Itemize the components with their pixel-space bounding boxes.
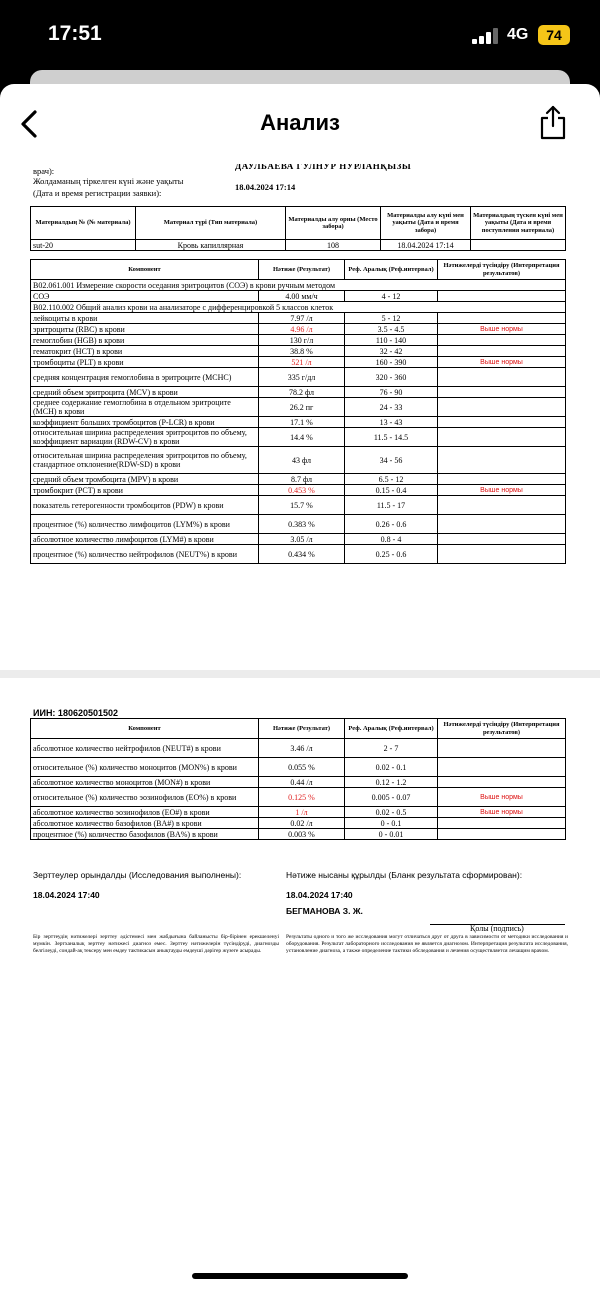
results-header: Реф. Аралық (Реф.интервал) [345,719,438,739]
material-cell [471,240,566,251]
page-title: Анализ [260,110,340,135]
table-row [31,474,566,485]
request-date: 18.04.2024 17:14 [235,182,296,192]
component-cell: средняя концентрация гемоглобина в эритроците (MCHC) [31,368,259,387]
table-row [31,280,566,291]
section-row-label: В02.061.001 Измерение скорости оседания эритроцитов (СОЭ) в крови ручным методом [31,280,566,291]
reference-cell: 0.02 - 0.5 [345,807,438,818]
result-cell: 0.003 % [259,829,345,840]
component-cell: относительное (%) количество эозинофилов (EO%) в крови [31,788,259,807]
interpretation-cell [438,739,566,758]
signature-label: Қолы (подпись) [470,924,524,933]
result-cell: 78.2 фл [259,387,345,398]
interpretation-cell [438,758,566,777]
disclaimer-ru: Результаты одного и того же исследования могут отличаться друг от друга в зависимости от методики исследования и оборудования. Результат лабораторного исследования не является диагнозом. Интерпретация результата исследования, установление диагноза, а также определение тактики обследования и лечения осуществляется лечащим врачом. [286,934,568,954]
document-page-1 [30,164,575,666]
table-row [31,447,566,474]
result-cell: 15.7 % [259,496,345,515]
interpretation-cell [438,313,566,324]
interpretation-cell [438,398,566,417]
status-bar [0,0,600,70]
component-cell: среднее содержание гемоглобина в отдельном эритроците (MCH) в крови [31,398,259,417]
table-row [31,428,566,447]
interpretation-cell [438,335,566,346]
table-row [31,313,566,324]
reference-cell: 0 - 0.01 [345,829,438,840]
table-row [31,545,566,564]
formed-date: 18.04.2024 17:40 [286,890,353,900]
results-header: Нәтижелерді түсіндіру (Интерпретация результатов) [438,719,566,739]
reference-cell: 0.8 - 4 [345,534,438,545]
material-cell: 108 [286,240,381,251]
result-cell: 0.02 /л [259,818,345,829]
result-cell: 0.434 % [259,545,345,564]
share-button[interactable] [538,104,568,140]
results-header-row [31,260,566,280]
results-header-row [31,719,566,739]
result-cell: 4.96 /л [259,324,345,335]
interpretation-cell [438,291,566,302]
component-cell: процентное (%) количество базофилов (BA%) в крови [31,829,259,840]
result-cell: 14.4 % [259,428,345,447]
reference-cell: 13 - 43 [345,417,438,428]
reference-cell: 3.5 - 4.5 [345,324,438,335]
results-header: Компонент [31,719,259,739]
material-row [31,240,566,251]
reference-cell: 6.5 - 12 [345,474,438,485]
result-cell: 17.1 % [259,417,345,428]
reference-cell: 110 - 140 [345,335,438,346]
material-table [30,206,566,251]
result-cell: 43 фл [259,447,345,474]
reference-cell: 4 - 12 [345,291,438,302]
component-cell: относительная ширина распределения эритроцитов по объему, стандартное отклонение(RDW-SD) в крови [31,447,259,474]
nav-bar [0,84,600,164]
reference-cell: 160 - 390 [345,357,438,368]
reference-cell: 0.12 - 1.2 [345,777,438,788]
component-cell: средний объем тромбоцита (MPV) в крови [31,474,259,485]
interpretation-cell [438,428,566,447]
battery-icon: 74 [538,25,570,45]
interpretation-cell [438,818,566,829]
reference-cell: 76 - 90 [345,387,438,398]
component-cell: относительное (%) количество моноцитов (MON%) в крови [31,758,259,777]
reference-cell: 34 - 56 [345,447,438,474]
material-header: Материал түрі (Тип материала) [136,207,286,240]
table-row [31,357,566,368]
component-cell: средний объем эритроцита (MCV) в крови [31,387,259,398]
page-separator [0,670,600,678]
table-row [31,335,566,346]
component-cell: гемоглобин (HGB) в крови [31,335,259,346]
material-cell: sut-20 [31,240,136,251]
interpretation-cell: Выше нормы [438,485,566,496]
request-label-line1: врач): [33,166,55,176]
reference-cell: 24 - 33 [345,398,438,417]
interpretation-cell [438,474,566,485]
result-cell: 0.055 % [259,758,345,777]
component-cell: эритроциты (RBC) в крови [31,324,259,335]
material-header: Материалды алу күні мен уақыты (Дата и время забора) [381,207,471,240]
result-cell: 521 /л [259,357,345,368]
results-table [30,259,566,564]
request-label-line2: Жолдаманың тіркелген күні және уақыты [33,176,184,186]
table-row [31,485,566,496]
reference-cell: 0.26 - 0.6 [345,515,438,534]
interpretation-cell [438,496,566,515]
reference-cell: 0.02 - 0.1 [345,758,438,777]
interpretation-cell: Выше нормы [438,788,566,807]
material-header: Материалдың № (№ материала) [31,207,136,240]
interpretation-cell [438,368,566,387]
component-cell: процентное (%) количество лимфоцитов (LYM%) в крови [31,515,259,534]
material-cell: 18.04.2024 17:14 [381,240,471,251]
material-header: Материалдың түскен күні мен уақыты (Дата и время поступления материала) [471,207,566,240]
result-cell: 8.7 фл [259,474,345,485]
results-header: Нәтиже (Результат) [259,719,345,739]
share-icon [538,104,568,140]
results-header: Нәтижелерді түсіндіру (Интерпретация результатов) [438,260,566,280]
reference-cell: 5 - 12 [345,313,438,324]
results-header: Компонент [31,260,259,280]
component-cell: лейкоциты в крови [31,313,259,324]
patient-iin: ИИН: 180620501502 [33,708,118,718]
home-indicator[interactable] [192,1273,408,1279]
component-cell: гематокрит (HCT) в крови [31,346,259,357]
table-row [31,368,566,387]
table-row [31,417,566,428]
result-cell: 7.97 /л [259,313,345,324]
interpretation-cell: Выше нормы [438,324,566,335]
interpretation-cell: Выше нормы [438,807,566,818]
results-header: Нәтиже (Результат) [259,260,345,280]
reference-cell: 11.5 - 17 [345,496,438,515]
table-row [31,496,566,515]
reference-cell: 0 - 0.1 [345,818,438,829]
table-row [31,788,566,807]
results-table [30,718,566,840]
table-row [31,515,566,534]
interpretation-cell [438,777,566,788]
result-cell: 3.05 /л [259,534,345,545]
modal-sheet [0,84,600,1297]
reference-cell: 11.5 - 14.5 [345,428,438,447]
component-cell: абсолютное количество моноцитов (MON#) в крови [31,777,259,788]
component-cell: абсолютное количество эозинофилов (EO#) в крови [31,807,259,818]
interpretation-cell [438,515,566,534]
component-cell: абсолютное количество нейтрофилов (NEUT#) в крови [31,739,259,758]
table-row [31,387,566,398]
doctor-name: БЕГМАНОВА З. Ж. [286,906,363,916]
table-row [31,739,566,758]
component-cell: тромбокрит (PCT) в крови [31,485,259,496]
table-row [31,818,566,829]
table-row [31,346,566,357]
component-cell: тромбоциты (PLT) в крови [31,357,259,368]
result-cell: 335 г/дл [259,368,345,387]
table-row [31,291,566,302]
result-cell: 1 /л [259,807,345,818]
table-row [31,398,566,417]
material-header-row [31,207,566,240]
interpretation-cell [438,447,566,474]
table-row [31,324,566,335]
signal-icon [472,28,498,44]
document-page-2 [30,696,575,1116]
component-cell: абсолютное количество базофилов (BA#) в крови [31,818,259,829]
result-cell: 0.44 /л [259,777,345,788]
result-cell: 0.383 % [259,515,345,534]
disclaimer-kz: Бір зерттеудің нәтижелері зерттеу әдістемесі мен жабдығына байланысты бір-бірінен ерекшеленуі мүмкін. Зертханалық зерттеу нәтижесі диагноз емес. Зерттеу нәтижелерін түсіндіруді, диагнозды белгілеуді, сондай-ақ тексеру мен емдеу тактикасын анықтауды емдеуші дәрігер жүзеге асырады. [33,934,279,954]
interpretation-cell [438,417,566,428]
component-cell: СОЭ [31,291,259,302]
table-row [31,777,566,788]
reference-cell: 0.25 - 0.6 [345,545,438,564]
table-row [31,534,566,545]
network-type: 4G [507,26,529,43]
section-row-label: В02.110.002 Общий анализ крови на анализаторе с дифференцировкой 5 классов клеток [31,302,566,313]
status-time: 17:51 [48,22,102,45]
result-cell: 38.8 % [259,346,345,357]
table-row [31,829,566,840]
result-cell: 26.2 пг [259,398,345,417]
results-header: Реф. Аралық (Реф.интервал) [345,260,438,280]
table-row [31,807,566,818]
component-cell: процентное (%) количество нейтрофилов (NEUT%) в крови [31,545,259,564]
result-cell: 0.125 % [259,788,345,807]
result-cell: 3.46 /л [259,739,345,758]
result-cell: 4.00 мм/ч [259,291,345,302]
material-header: Материалды алу орны (Место забора) [286,207,381,240]
result-cell: 130 г/л [259,335,345,346]
component-cell: показатель гетерогенности тромбоцитов (PDW) в крови [31,496,259,515]
component-cell: относительная ширина распределения эритроцитов по объему, коэффициент вариации (RDW-CV) в крови [31,428,259,447]
reference-cell: 0.005 - 0.07 [345,788,438,807]
reference-cell: 0.15 - 0.4 [345,485,438,496]
reference-cell: 320 - 360 [345,368,438,387]
request-label-line3: (Дата и время регистрации заявки): [33,188,162,198]
component-cell: коэффициент больших тромбоцитов (P-LCR) в крови [31,417,259,428]
result-cell: 0.453 % [259,485,345,496]
table-row [31,758,566,777]
patient-name-cut: ДАУЛБАЕВА ГУЛНУР НУРЛАНҚЫЗЫ [235,164,412,171]
interpretation-cell [438,534,566,545]
formed-label: Нәтиже нысаны құрылды (Бланк результата сформирован): [286,870,523,880]
reference-cell: 32 - 42 [345,346,438,357]
reference-cell: 2 - 7 [345,739,438,758]
completed-label: Зерттеулер орындалды (Исследования выполнены): [33,870,242,880]
interpretation-cell [438,346,566,357]
table-row [31,302,566,313]
interpretation-cell [438,829,566,840]
material-cell: Кровь капиллярная [136,240,286,251]
completed-date: 18.04.2024 17:40 [33,890,100,900]
interpretation-cell: Выше нормы [438,357,566,368]
interpretation-cell [438,545,566,564]
interpretation-cell [438,387,566,398]
component-cell: абсолютное количество лимфоцитов (LYM#) в крови [31,534,259,545]
